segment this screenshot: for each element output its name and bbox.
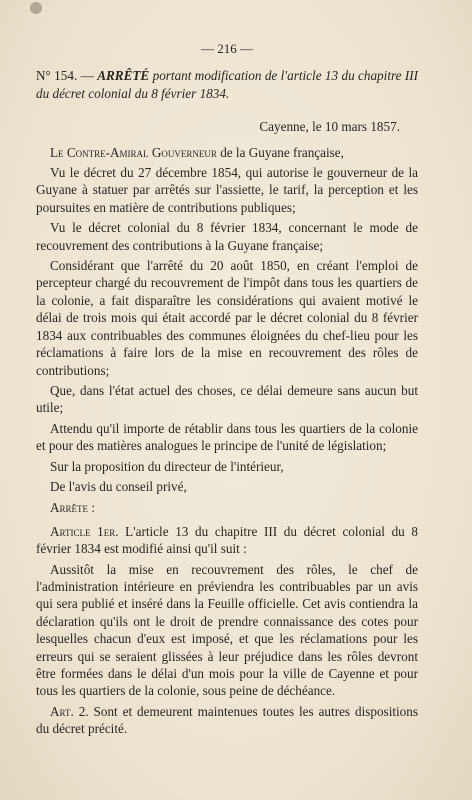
arrete-label: Arrête : (50, 500, 95, 516)
dateline: Cayenne, le 10 mars 1857. (259, 119, 400, 135)
article-1-intro (36, 523, 418, 558)
issuer-line (36, 144, 418, 161)
article-1-intro-text: L'article 13 du chapitre III du décret colonial du 8 février 1834 est modifié ainsi qu'il suit : (36, 523, 418, 557)
paragraph-proposition: Sur la proposition du directeur de l'intérieur, (50, 458, 284, 474)
article-1-label: Article 1er. (50, 523, 119, 539)
heading-number: N° 154. (36, 68, 78, 84)
paragraph-considerant: Considérant que l'arrêté du 20 août 1850, en créant l'emploi de percepteur chargé du recouvrement de l'impôt dans tous les quartiers de la colonie, a fait disparaître les considérations qui avaient motivé le délai de trois mois qui était accordé par le décret colonial du 8 février 1834 aux contribuables des communes éloignées du chef-lieu pour les réclamations à faire lors de la mise en recouvrement des rôles de contributions; (36, 258, 418, 378)
paragraph-attendu: Attendu qu'il importe de rétablir dans tous les quartiers de la colonie et pour des matières analogues le principe de l'unité de législation; (36, 420, 418, 454)
issuer-rest: de la Guyane française, (220, 144, 344, 160)
heading-rest: portant modification de l'article 13 du chapitre III du décret colonial du 8 février 1834. (36, 68, 419, 101)
heading-title-word: ARRÊTÉ (97, 68, 150, 84)
article-2 (36, 703, 418, 738)
heading-dash: — (80, 68, 94, 84)
document-heading (36, 67, 418, 102)
paragraph-vu-1834: Vu le décret colonial du 8 février 1834, concernant le mode de recouvrement des contributions à la Guyane française; (36, 220, 418, 253)
ink-spot (30, 2, 42, 14)
issuer: Le Contre-Amiral Gouverneur (50, 144, 217, 160)
paragraph-avis: De l'avis du conseil privé, (50, 478, 187, 494)
document-body (36, 40, 418, 741)
article-1-body: Aussitôt la mise en recouvrement des rôles, le chef de l'administration intérieure en préviendra les contribuables par un avis qui sera publié et inséré dans la Feuille officielle. Cet avis contiendra la déclaration qu'ils ont le droit de prendre connaissance des cotes pour lesquelles chacun d'eux est imposé, et que les réclamations pour les erreurs qui se seraient glissées à leur préjudice dans les rôles devront être formées dans le délai d'un mois pour la ville de Cayenne et pour tous les quartiers de la colonie, sous peine de déchéance. (36, 561, 418, 699)
article-2-label: Art. 2. (50, 703, 89, 719)
article-2-text: Sont et demeurent maintenues toutes les autres dispositions du décret précité. (36, 703, 419, 737)
page-number: — 216 — (201, 41, 253, 56)
paragraph-que: Que, dans l'état actuel des choses, ce délai demeure sans aucun but utile; (36, 382, 418, 416)
paragraph-vu-1854: Vu le décret du 27 décembre 1854, qui autorise le gouverneur de la Guyane à statuer par arrêtés sur l'assiette, le tarif, la perception et les poursuites en matière de contributions publiques; (36, 165, 418, 215)
